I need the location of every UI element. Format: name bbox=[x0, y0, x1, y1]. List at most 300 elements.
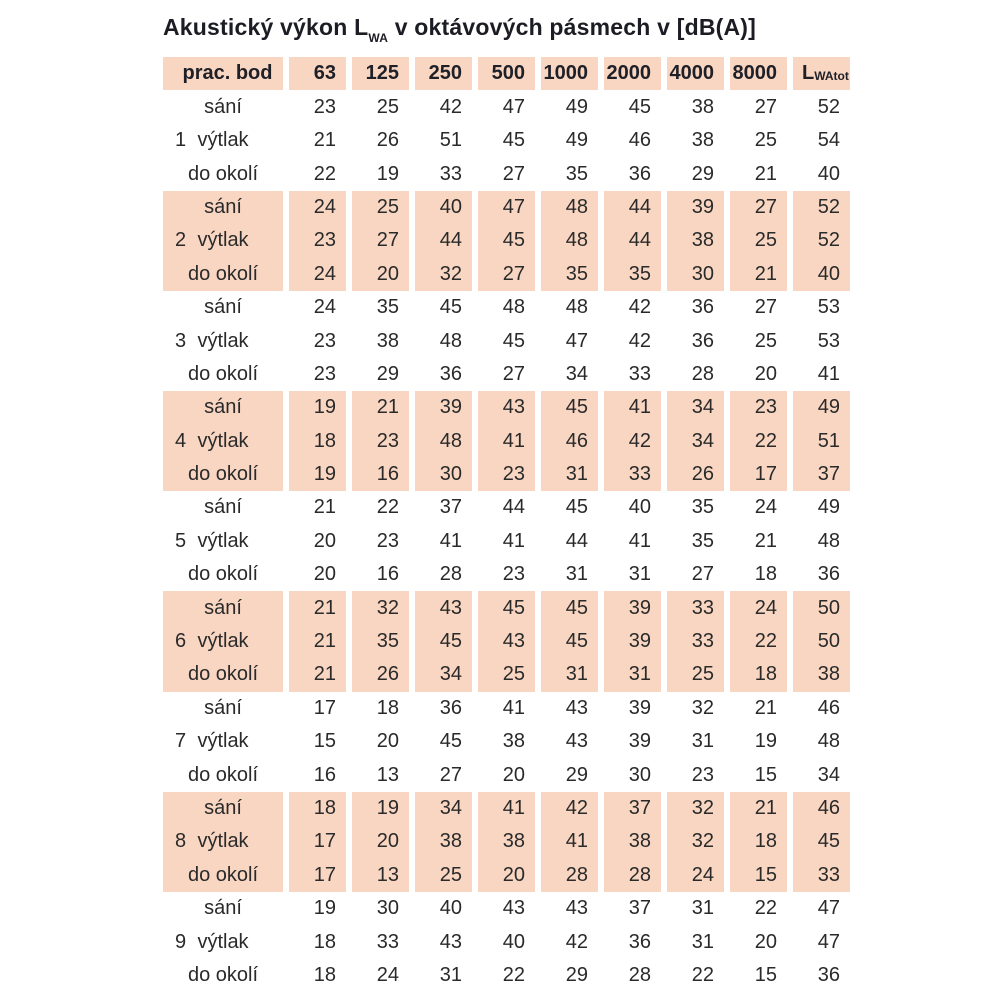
value-cell: 29 bbox=[691, 162, 714, 185]
value-cell: 17 bbox=[289, 859, 346, 892]
table-row-1-0 bbox=[163, 91, 850, 124]
value-cell: 45 bbox=[415, 625, 472, 658]
value-cell: 41 bbox=[502, 696, 525, 719]
value-cell: 15 bbox=[754, 963, 777, 986]
row-label-cell bbox=[163, 792, 283, 825]
value-cell: 29 bbox=[565, 963, 588, 986]
value-cell: 33 bbox=[628, 362, 651, 385]
row-label-cell bbox=[163, 291, 283, 324]
value-cell: 15 bbox=[730, 859, 787, 892]
value-cell: 44 bbox=[604, 191, 661, 224]
value-cell: 33 bbox=[667, 591, 724, 624]
value-cell: 19 bbox=[313, 897, 336, 920]
value-cell: 45 bbox=[541, 591, 598, 624]
row-label-cell bbox=[163, 224, 283, 257]
table-row-6-1 bbox=[163, 625, 850, 658]
value-cell: 35 bbox=[541, 258, 598, 291]
value-cell: 21 bbox=[730, 792, 787, 825]
value-cell: 24 bbox=[289, 191, 346, 224]
value-cell: 36 bbox=[691, 296, 714, 319]
value-cell: 46 bbox=[793, 792, 850, 825]
value-cell: 27 bbox=[502, 362, 525, 385]
row-label: do okolí bbox=[187, 362, 259, 385]
value-cell: 44 bbox=[502, 496, 525, 519]
value-cell: 21 bbox=[754, 529, 777, 552]
row-label: výtlak bbox=[197, 129, 249, 152]
row-label: výtlak bbox=[197, 229, 249, 252]
row-label: sání bbox=[204, 596, 242, 619]
col-header-lwatot bbox=[793, 57, 850, 90]
value-cell: 36 bbox=[439, 696, 462, 719]
value-cell: 46 bbox=[628, 129, 651, 152]
value-cell: 17 bbox=[289, 825, 346, 858]
row-label: do okolí bbox=[187, 963, 259, 986]
value-cell: 31 bbox=[628, 563, 651, 586]
row-label: výtlak bbox=[197, 730, 249, 753]
row-label-cell bbox=[163, 491, 283, 524]
value-cell: 22 bbox=[730, 425, 787, 458]
row-label-cell bbox=[163, 625, 283, 658]
row-label-cell bbox=[163, 425, 283, 458]
value-cell: 25 bbox=[415, 859, 472, 892]
value-cell: 33 bbox=[439, 162, 462, 185]
table-row-4-2 bbox=[163, 458, 850, 491]
value-cell: 34 bbox=[565, 362, 588, 385]
table-row-2-1 bbox=[163, 224, 850, 257]
table-row-3-2 bbox=[163, 358, 850, 391]
value-cell: 31 bbox=[691, 730, 714, 753]
total-subscript: WAtot bbox=[814, 69, 849, 84]
value-cell: 40 bbox=[439, 897, 462, 920]
col-header-prac-bod-label: prac. bod bbox=[182, 61, 273, 84]
value-cell: 35 bbox=[604, 258, 661, 291]
value-cell: 23 bbox=[352, 425, 409, 458]
value-cell: 13 bbox=[352, 859, 409, 892]
row-label-cell bbox=[163, 925, 283, 958]
row-label-cell bbox=[163, 558, 283, 591]
value-cell: 26 bbox=[352, 658, 409, 691]
value-cell: 41 bbox=[817, 362, 840, 385]
value-cell: 48 bbox=[541, 224, 598, 257]
value-cell: 25 bbox=[478, 658, 535, 691]
row-label: výtlak bbox=[197, 830, 249, 853]
value-cell: 41 bbox=[628, 529, 651, 552]
group-number: 5 bbox=[175, 529, 187, 552]
value-cell: 49 bbox=[565, 129, 588, 152]
value-cell: 45 bbox=[541, 625, 598, 658]
value-cell: 33 bbox=[376, 930, 399, 953]
col-header-1000: 1000 bbox=[541, 57, 598, 90]
value-cell: 20 bbox=[754, 930, 777, 953]
value-cell: 18 bbox=[730, 658, 787, 691]
value-cell: 31 bbox=[541, 458, 598, 491]
value-cell: 35 bbox=[352, 625, 409, 658]
value-cell: 45 bbox=[478, 591, 535, 624]
row-label: do okolí bbox=[187, 162, 259, 185]
value-cell: 30 bbox=[667, 258, 724, 291]
value-cell: 40 bbox=[817, 162, 840, 185]
value-cell: 15 bbox=[754, 763, 777, 786]
table-row-5-0 bbox=[163, 491, 850, 524]
value-cell: 38 bbox=[793, 658, 850, 691]
group-number: 1 bbox=[175, 129, 187, 152]
value-cell: 21 bbox=[289, 625, 346, 658]
group-number: 7 bbox=[175, 730, 187, 753]
value-cell: 38 bbox=[691, 95, 714, 118]
value-cell: 23 bbox=[313, 329, 336, 352]
value-cell: 33 bbox=[667, 625, 724, 658]
value-cell: 36 bbox=[628, 930, 651, 953]
table-row-9-1 bbox=[163, 925, 850, 958]
value-cell: 29 bbox=[565, 763, 588, 786]
table-row-7-0 bbox=[163, 692, 850, 725]
value-cell: 19 bbox=[289, 391, 346, 424]
value-cell: 49 bbox=[565, 95, 588, 118]
value-cell: 23 bbox=[376, 529, 399, 552]
row-label-cell bbox=[163, 825, 283, 858]
value-cell: 20 bbox=[313, 563, 336, 586]
value-cell: 43 bbox=[439, 930, 462, 953]
value-cell: 38 bbox=[478, 825, 535, 858]
row-label: výtlak bbox=[197, 930, 249, 953]
value-cell: 32 bbox=[352, 591, 409, 624]
col-header-2000: 2000 bbox=[604, 57, 661, 90]
row-label-cell bbox=[163, 658, 283, 691]
value-cell: 25 bbox=[352, 191, 409, 224]
col-header-4000: 4000 bbox=[667, 57, 724, 90]
row-label-cell bbox=[163, 692, 283, 725]
value-cell: 18 bbox=[313, 963, 336, 986]
row-label: do okolí bbox=[187, 262, 259, 285]
row-label: sání bbox=[204, 796, 242, 819]
value-cell: 25 bbox=[754, 129, 777, 152]
value-cell: 27 bbox=[439, 763, 462, 786]
value-cell: 22 bbox=[691, 963, 714, 986]
row-label-cell bbox=[163, 91, 283, 124]
table-row-8-2 bbox=[163, 859, 850, 892]
value-cell: 35 bbox=[376, 296, 399, 319]
value-cell: 48 bbox=[502, 296, 525, 319]
value-cell: 50 bbox=[793, 625, 850, 658]
table-row-6-0 bbox=[163, 591, 850, 624]
value-cell: 48 bbox=[817, 730, 840, 753]
value-cell: 52 bbox=[817, 95, 840, 118]
table-row-7-2 bbox=[163, 758, 850, 791]
value-cell: 22 bbox=[502, 963, 525, 986]
value-cell: 28 bbox=[541, 859, 598, 892]
value-cell: 39 bbox=[604, 591, 661, 624]
value-cell: 53 bbox=[817, 296, 840, 319]
value-cell: 21 bbox=[730, 258, 787, 291]
value-cell: 27 bbox=[502, 162, 525, 185]
value-cell: 20 bbox=[313, 529, 336, 552]
value-cell: 20 bbox=[478, 859, 535, 892]
value-cell: 18 bbox=[754, 563, 777, 586]
value-cell: 36 bbox=[817, 963, 840, 986]
group-number: 2 bbox=[175, 229, 187, 252]
value-cell: 37 bbox=[439, 496, 462, 519]
value-cell: 36 bbox=[691, 329, 714, 352]
value-cell: 16 bbox=[352, 458, 409, 491]
total-prefix: L bbox=[802, 61, 815, 84]
group-number: 3 bbox=[175, 329, 187, 352]
value-cell: 20 bbox=[376, 730, 399, 753]
row-label: výtlak bbox=[197, 429, 249, 452]
value-cell: 42 bbox=[439, 95, 462, 118]
value-cell: 22 bbox=[376, 496, 399, 519]
value-cell: 37 bbox=[604, 792, 661, 825]
value-cell: 32 bbox=[691, 696, 714, 719]
row-label: do okolí bbox=[187, 563, 259, 586]
value-cell: 13 bbox=[376, 763, 399, 786]
value-cell: 37 bbox=[628, 897, 651, 920]
value-cell: 28 bbox=[628, 963, 651, 986]
value-cell: 48 bbox=[541, 191, 598, 224]
group-number: 8 bbox=[175, 830, 187, 853]
value-cell: 22 bbox=[730, 625, 787, 658]
value-cell: 45 bbox=[439, 730, 462, 753]
value-cell: 32 bbox=[667, 825, 724, 858]
value-cell: 43 bbox=[565, 696, 588, 719]
value-cell: 38 bbox=[502, 730, 525, 753]
row-label: do okolí bbox=[187, 463, 259, 486]
col-header-prac-bod bbox=[163, 57, 283, 90]
value-cell: 36 bbox=[439, 362, 462, 385]
table-row-5-1 bbox=[163, 525, 850, 558]
value-cell: 38 bbox=[415, 825, 472, 858]
table-row-1-2 bbox=[163, 157, 850, 190]
row-label-cell bbox=[163, 191, 283, 224]
value-cell: 15 bbox=[313, 730, 336, 753]
row-label-cell bbox=[163, 725, 283, 758]
value-cell: 38 bbox=[667, 224, 724, 257]
value-cell: 35 bbox=[691, 496, 714, 519]
value-cell: 17 bbox=[313, 696, 336, 719]
value-cell: 43 bbox=[415, 591, 472, 624]
value-cell: 47 bbox=[502, 95, 525, 118]
value-cell: 30 bbox=[415, 458, 472, 491]
row-label-cell bbox=[163, 458, 283, 491]
value-cell: 43 bbox=[478, 625, 535, 658]
value-cell: 26 bbox=[667, 458, 724, 491]
value-cell: 28 bbox=[604, 859, 661, 892]
value-cell: 48 bbox=[439, 329, 462, 352]
row-label-cell bbox=[163, 859, 283, 892]
value-cell: 45 bbox=[502, 129, 525, 152]
value-cell: 38 bbox=[376, 329, 399, 352]
value-cell: 39 bbox=[415, 391, 472, 424]
col-header-250: 250 bbox=[415, 57, 472, 90]
value-cell: 48 bbox=[415, 425, 472, 458]
row-label-cell bbox=[163, 324, 283, 357]
value-cell: 34 bbox=[415, 792, 472, 825]
value-cell: 27 bbox=[730, 191, 787, 224]
value-cell: 21 bbox=[289, 658, 346, 691]
table-row-6-2 bbox=[163, 658, 850, 691]
value-cell: 48 bbox=[817, 529, 840, 552]
value-cell: 25 bbox=[754, 329, 777, 352]
value-cell: 37 bbox=[793, 458, 850, 491]
value-cell: 46 bbox=[541, 425, 598, 458]
value-cell: 42 bbox=[628, 329, 651, 352]
row-label: výtlak bbox=[197, 329, 249, 352]
table-row-7-1 bbox=[163, 725, 850, 758]
value-cell: 17 bbox=[730, 458, 787, 491]
value-cell: 51 bbox=[439, 129, 462, 152]
value-cell: 19 bbox=[754, 730, 777, 753]
value-cell: 18 bbox=[376, 696, 399, 719]
col-header-500: 500 bbox=[478, 57, 535, 90]
value-cell: 50 bbox=[793, 591, 850, 624]
value-cell: 43 bbox=[565, 730, 588, 753]
value-cell: 24 bbox=[313, 296, 336, 319]
row-label: do okolí bbox=[187, 863, 259, 886]
row-label-cell bbox=[163, 258, 283, 291]
value-cell: 20 bbox=[754, 362, 777, 385]
value-cell: 40 bbox=[793, 258, 850, 291]
value-cell: 47 bbox=[817, 897, 840, 920]
value-cell: 47 bbox=[478, 191, 535, 224]
value-cell: 34 bbox=[415, 658, 472, 691]
value-cell: 21 bbox=[313, 496, 336, 519]
value-cell: 23 bbox=[478, 458, 535, 491]
row-label: výtlak bbox=[197, 529, 249, 552]
value-cell: 45 bbox=[478, 224, 535, 257]
value-cell: 18 bbox=[730, 825, 787, 858]
value-cell: 40 bbox=[502, 930, 525, 953]
title-prefix: Akustický výkon L bbox=[163, 14, 369, 40]
table-row-5-2 bbox=[163, 558, 850, 591]
value-cell: 16 bbox=[313, 763, 336, 786]
datasheet-page bbox=[163, 14, 863, 992]
value-cell: 23 bbox=[289, 224, 346, 257]
table-row-8-1 bbox=[163, 825, 850, 858]
value-cell: 42 bbox=[604, 425, 661, 458]
value-cell: 53 bbox=[817, 329, 840, 352]
value-cell: 31 bbox=[604, 658, 661, 691]
value-cell: 20 bbox=[502, 763, 525, 786]
value-cell: 36 bbox=[628, 162, 651, 185]
value-cell: 24 bbox=[667, 859, 724, 892]
row-label-cell bbox=[163, 892, 283, 925]
title-suffix: v oktávových pásmech v [dB(A)] bbox=[388, 14, 757, 40]
value-cell: 52 bbox=[793, 191, 850, 224]
value-cell: 34 bbox=[667, 425, 724, 458]
value-cell: 24 bbox=[289, 258, 346, 291]
value-cell: 40 bbox=[628, 496, 651, 519]
value-cell: 21 bbox=[754, 162, 777, 185]
value-cell: 22 bbox=[313, 162, 336, 185]
row-label: sání bbox=[204, 195, 242, 218]
value-cell: 33 bbox=[604, 458, 661, 491]
value-cell: 32 bbox=[667, 792, 724, 825]
value-cell: 41 bbox=[478, 425, 535, 458]
table-row-9-0 bbox=[163, 892, 850, 925]
table-row-2-2 bbox=[163, 258, 850, 291]
value-cell: 52 bbox=[793, 224, 850, 257]
table-row-3-1 bbox=[163, 324, 850, 357]
value-cell: 45 bbox=[793, 825, 850, 858]
title-subscript: WA bbox=[368, 30, 389, 45]
value-cell: 40 bbox=[415, 191, 472, 224]
value-cell: 34 bbox=[817, 763, 840, 786]
value-cell: 49 bbox=[817, 496, 840, 519]
value-cell: 31 bbox=[691, 897, 714, 920]
value-cell: 18 bbox=[289, 425, 346, 458]
value-cell: 38 bbox=[604, 825, 661, 858]
value-cell: 39 bbox=[604, 625, 661, 658]
table-row-3-0 bbox=[163, 291, 850, 324]
value-cell: 45 bbox=[541, 391, 598, 424]
group-number: 4 bbox=[175, 429, 187, 452]
value-cell: 41 bbox=[502, 529, 525, 552]
col-header-8000: 8000 bbox=[730, 57, 787, 90]
value-cell: 23 bbox=[313, 95, 336, 118]
row-label: výtlak bbox=[197, 630, 249, 653]
value-cell: 20 bbox=[352, 258, 409, 291]
value-cell: 48 bbox=[565, 296, 588, 319]
row-label-cell bbox=[163, 525, 283, 558]
table-row-8-0 bbox=[163, 792, 850, 825]
value-cell: 19 bbox=[352, 792, 409, 825]
value-cell: 28 bbox=[439, 563, 462, 586]
value-cell: 27 bbox=[754, 296, 777, 319]
value-cell: 22 bbox=[754, 897, 777, 920]
row-label: sání bbox=[204, 296, 242, 319]
row-label-cell bbox=[163, 358, 283, 391]
row-label-cell bbox=[163, 758, 283, 791]
value-cell: 41 bbox=[478, 792, 535, 825]
value-cell: 45 bbox=[502, 329, 525, 352]
value-cell: 19 bbox=[289, 458, 346, 491]
value-cell: 31 bbox=[691, 930, 714, 953]
value-cell: 43 bbox=[502, 897, 525, 920]
value-cell: 31 bbox=[541, 658, 598, 691]
table-header-row bbox=[163, 57, 850, 90]
value-cell: 21 bbox=[289, 591, 346, 624]
table-row-1-1 bbox=[163, 124, 850, 157]
row-label: do okolí bbox=[187, 663, 259, 686]
value-cell: 23 bbox=[502, 563, 525, 586]
value-cell: 27 bbox=[691, 563, 714, 586]
value-cell: 35 bbox=[565, 162, 588, 185]
page-title bbox=[163, 14, 863, 44]
value-cell: 41 bbox=[541, 825, 598, 858]
value-cell: 54 bbox=[817, 129, 840, 152]
value-cell: 18 bbox=[313, 930, 336, 953]
value-cell: 41 bbox=[604, 391, 661, 424]
value-cell: 39 bbox=[667, 191, 724, 224]
col-header-63: 63 bbox=[289, 57, 346, 90]
value-cell: 23 bbox=[691, 763, 714, 786]
value-cell: 30 bbox=[376, 897, 399, 920]
value-cell: 26 bbox=[376, 129, 399, 152]
value-cell: 35 bbox=[691, 529, 714, 552]
value-cell: 21 bbox=[352, 391, 409, 424]
table-row-9-2 bbox=[163, 959, 850, 992]
row-label: sání bbox=[204, 897, 242, 920]
value-cell: 34 bbox=[667, 391, 724, 424]
row-label: do okolí bbox=[187, 763, 259, 786]
value-cell: 33 bbox=[793, 859, 850, 892]
value-cell: 39 bbox=[628, 696, 651, 719]
value-cell: 49 bbox=[793, 391, 850, 424]
value-cell: 39 bbox=[628, 730, 651, 753]
value-cell: 41 bbox=[439, 529, 462, 552]
row-label-cell bbox=[163, 157, 283, 190]
value-cell: 46 bbox=[817, 696, 840, 719]
value-cell: 38 bbox=[691, 129, 714, 152]
